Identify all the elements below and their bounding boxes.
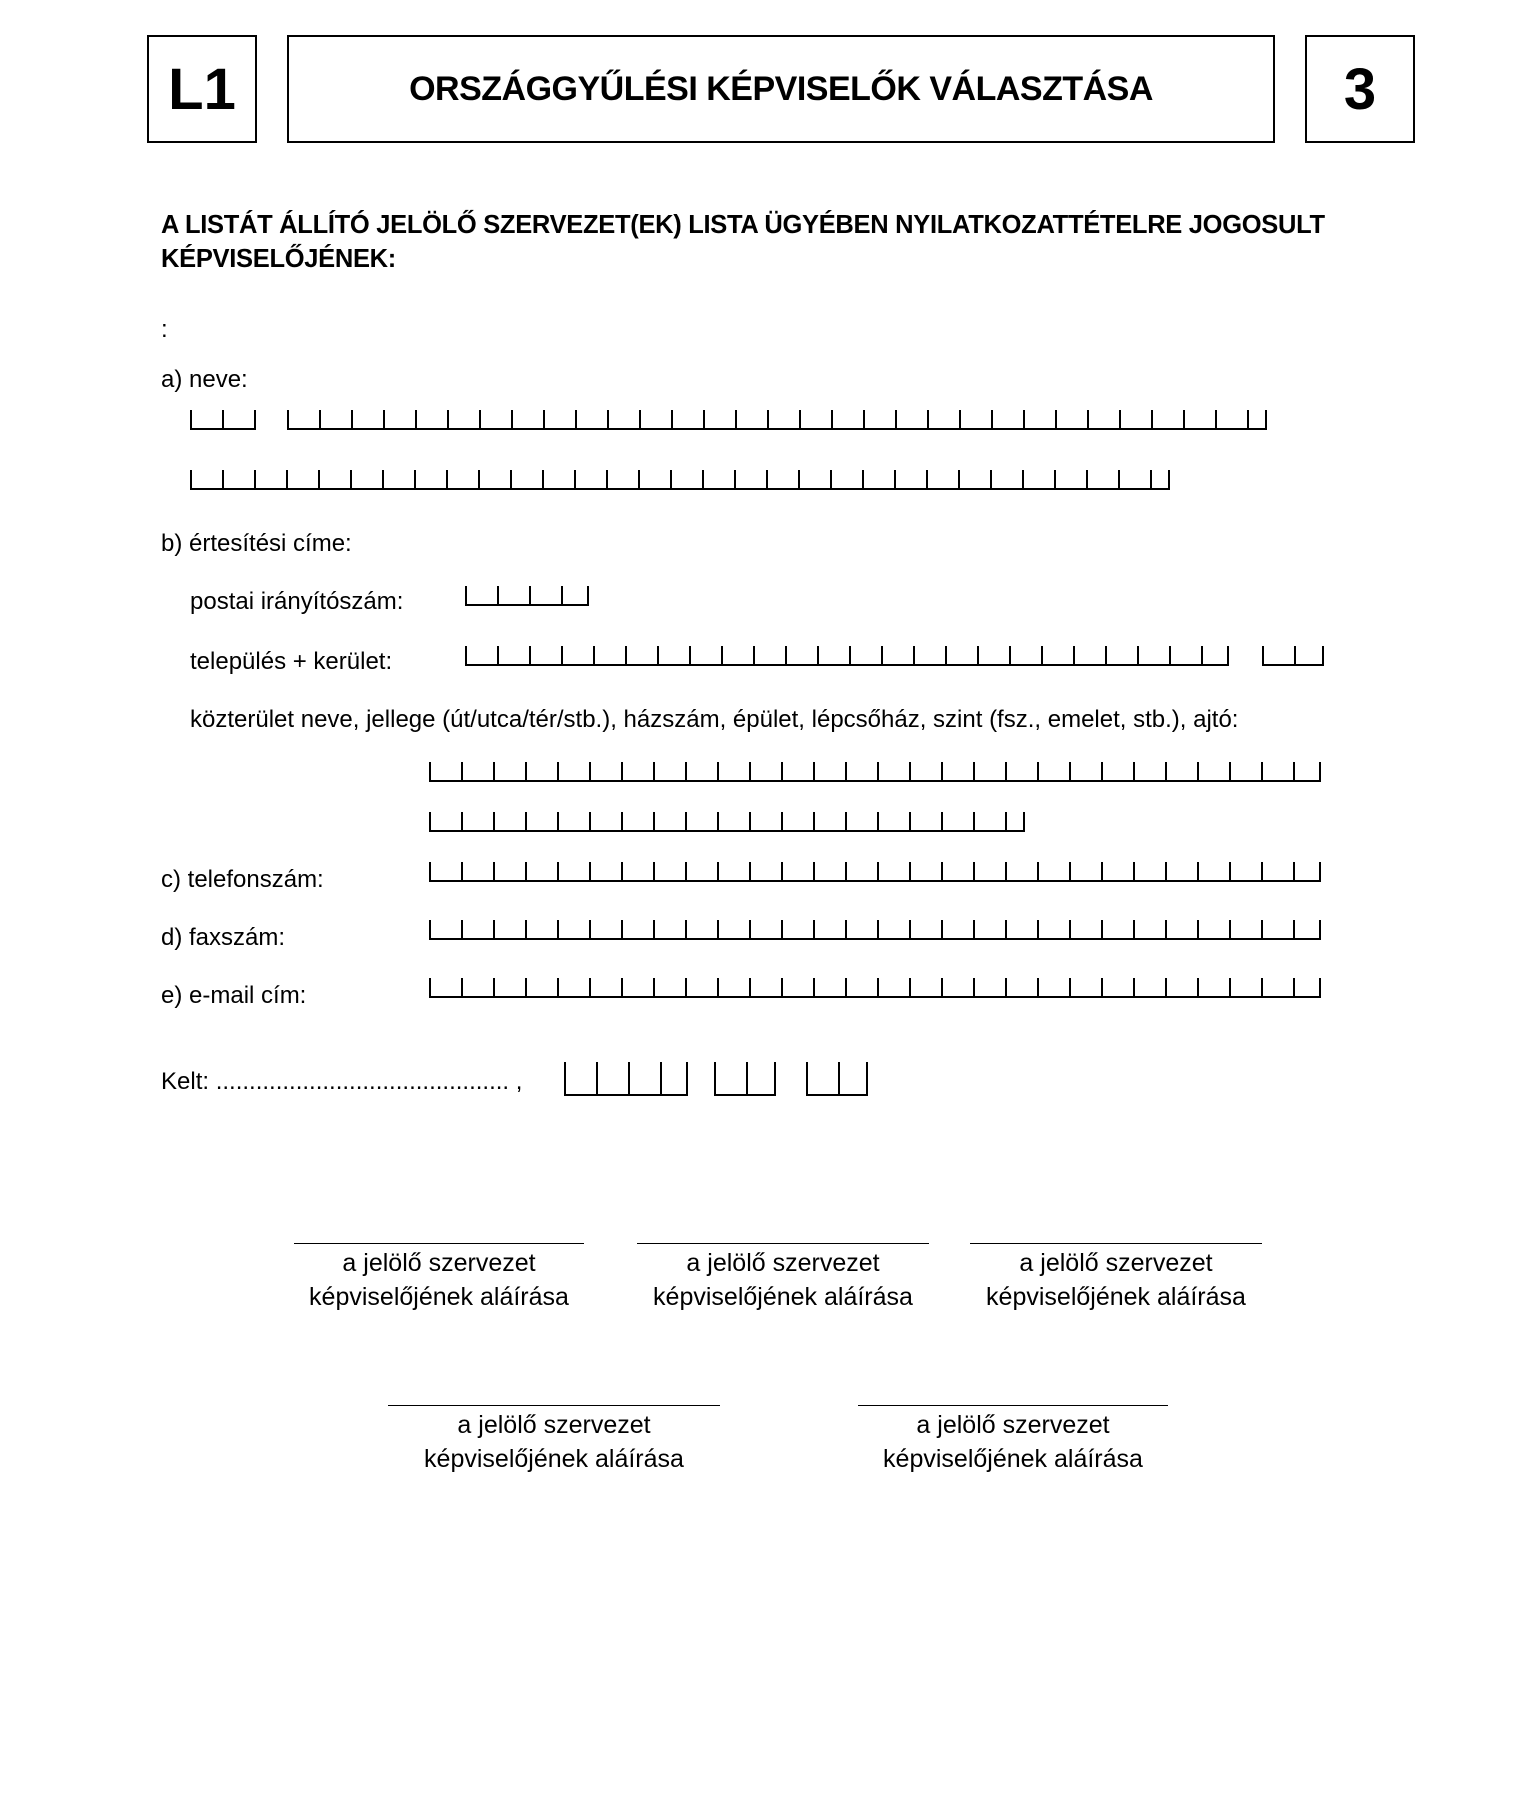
form-title-box xyxy=(287,35,1275,143)
email-boxes[interactable] xyxy=(429,978,1321,998)
signature-block xyxy=(388,1405,720,1476)
signature-line1: a jelölő szervezet xyxy=(457,1411,651,1439)
date-day-boxes[interactable] xyxy=(806,1062,868,1096)
signature-line2: képviselőjének aláírása xyxy=(309,1283,569,1311)
signature-line1: a jelölő szervezet xyxy=(1019,1249,1213,1277)
form-title: ORSZÁGGYŰLÉSI KÉPVISELŐK VÁLASZTÁSA xyxy=(409,69,1153,108)
date-year-boxes[interactable] xyxy=(564,1062,688,1096)
page-number-box xyxy=(1305,35,1415,143)
postal-code-label: postai irányítószám: xyxy=(190,588,404,615)
signature-line1: a jelölő szervezet xyxy=(916,1411,1110,1439)
signature-block xyxy=(294,1243,584,1314)
section-heading-line1: A LISTÁT ÁLLÍTÓ JELÖLŐ SZERVEZET(EK) LISTA ÜGYÉBEN NYILATKOZATTÉTELRE JOGOSULT xyxy=(161,211,1325,239)
section-heading-line2: KÉPVISELŐJÉNEK: xyxy=(161,245,396,273)
date-label: Kelt: ............................................ , xyxy=(161,1068,523,1095)
signature-block xyxy=(970,1243,1262,1314)
signature-block xyxy=(637,1243,929,1314)
signature-line2: képviselőjének aláírása xyxy=(424,1445,684,1473)
signature-block xyxy=(858,1405,1168,1476)
section-heading xyxy=(161,208,1325,276)
form-code-box xyxy=(147,35,257,143)
signature-line2: képviselőjének aláírása xyxy=(653,1283,913,1311)
name-boxes-line2[interactable] xyxy=(190,470,1170,490)
phone-boxes[interactable] xyxy=(429,862,1321,882)
street-label: közterület neve, jellege (út/utca/tér/stb.), házszám, épület, lépcsőház, szint (fsz., emelet, stb.), ajtó: xyxy=(190,706,1239,733)
email-label: e) e-mail cím: xyxy=(161,982,307,1009)
fax-boxes[interactable] xyxy=(429,920,1321,940)
signature-line1: a jelölő szervezet xyxy=(342,1249,536,1277)
street-boxes-line1[interactable] xyxy=(429,762,1321,782)
fax-label: d) faxszám: xyxy=(161,924,286,951)
district-boxes[interactable] xyxy=(1262,646,1324,666)
name-boxes-line1[interactable] xyxy=(287,410,1267,430)
signature-line2: képviselőjének aláírása xyxy=(883,1445,1143,1473)
settlement-label: település + kerület: xyxy=(190,648,393,675)
page-number: 3 xyxy=(1343,56,1377,122)
date-month-boxes[interactable] xyxy=(714,1062,776,1096)
section-colon: : xyxy=(161,316,168,343)
signature-line2: képviselőjének aláírása xyxy=(986,1283,1246,1311)
phone-label: c) telefonszám: xyxy=(161,866,324,893)
name-title-boxes[interactable] xyxy=(190,410,256,430)
signature-line1: a jelölő szervezet xyxy=(686,1249,880,1277)
name-label: a) neve: xyxy=(161,366,248,393)
street-boxes-line2[interactable] xyxy=(429,812,1025,832)
address-label: b) értesítési címe: xyxy=(161,530,352,557)
settlement-boxes[interactable] xyxy=(465,646,1229,666)
form-code: L1 xyxy=(168,56,236,122)
postal-code-boxes[interactable] xyxy=(465,586,589,606)
